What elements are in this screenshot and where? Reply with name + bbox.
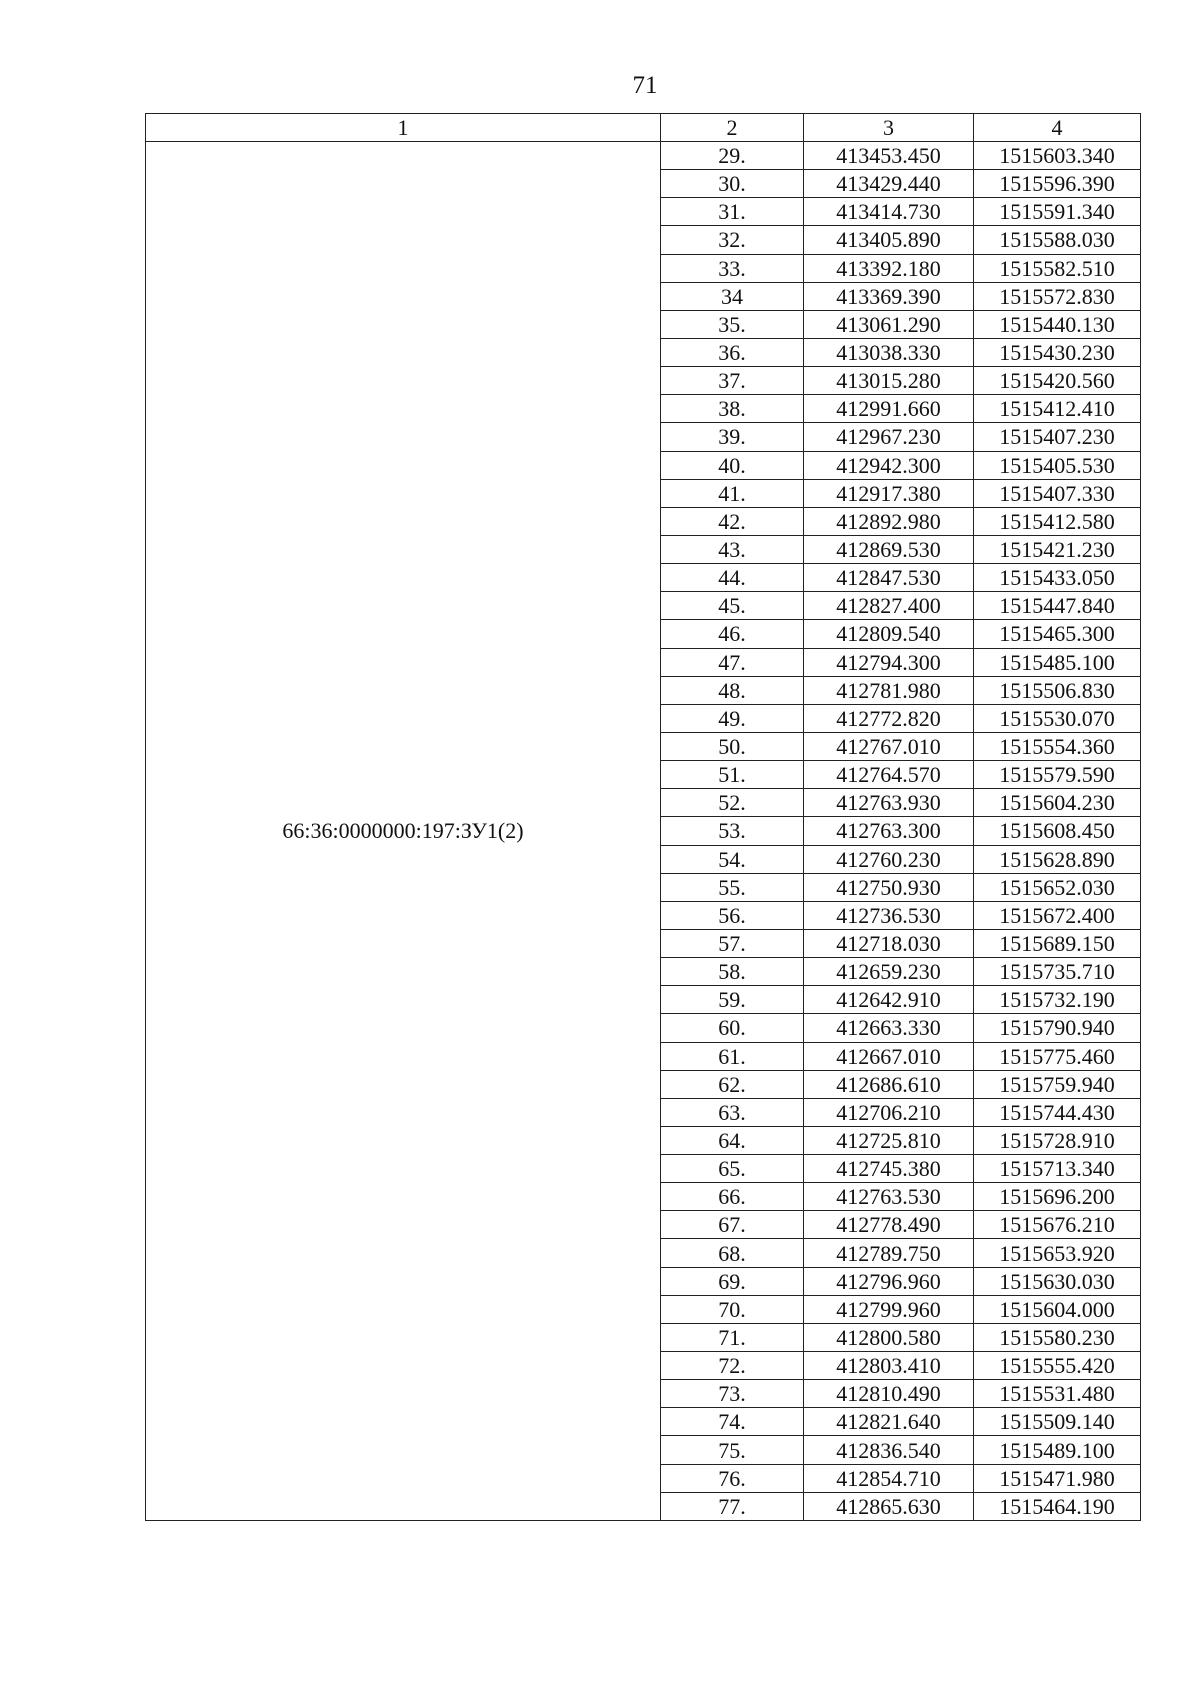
x-coordinate-cell: 412767.010 — [804, 732, 974, 760]
point-number-cell: 76. — [661, 1464, 804, 1492]
point-number-cell: 67. — [661, 1211, 804, 1239]
x-coordinate-cell: 412763.530 — [804, 1183, 974, 1211]
y-coordinate-cell: 1515405.530 — [974, 451, 1141, 479]
page-number: 71 — [632, 72, 658, 99]
header-col-4: 4 — [974, 114, 1141, 142]
point-number-cell: 72. — [661, 1352, 804, 1380]
x-coordinate-cell: 412686.610 — [804, 1070, 974, 1098]
coordinates-table-body — [146, 114, 1141, 1521]
point-number-cell: 51. — [661, 761, 804, 789]
point-number-cell: 73. — [661, 1380, 804, 1408]
x-coordinate-cell: 412865.630 — [804, 1492, 974, 1520]
y-coordinate-cell: 1515412.580 — [974, 507, 1141, 535]
point-number-cell: 55. — [661, 873, 804, 901]
point-number-cell: 40. — [661, 451, 804, 479]
x-coordinate-cell: 412892.980 — [804, 507, 974, 535]
point-number-cell: 42. — [661, 507, 804, 535]
point-number-cell: 31. — [661, 198, 804, 226]
x-coordinate-cell: 412667.010 — [804, 1042, 974, 1070]
point-number-cell: 64. — [661, 1126, 804, 1154]
point-number-cell: 56. — [661, 901, 804, 929]
x-coordinate-cell: 413392.180 — [804, 254, 974, 282]
y-coordinate-cell: 1515465.300 — [974, 620, 1141, 648]
point-number-cell: 50. — [661, 732, 804, 760]
x-coordinate-cell: 412745.380 — [804, 1155, 974, 1183]
point-number-cell: 57. — [661, 929, 804, 957]
y-coordinate-cell: 1515530.070 — [974, 704, 1141, 732]
point-number-cell: 33. — [661, 254, 804, 282]
point-number-cell: 52. — [661, 789, 804, 817]
y-coordinate-cell: 1515555.420 — [974, 1352, 1141, 1380]
x-coordinate-cell: 412659.230 — [804, 958, 974, 986]
x-coordinate-cell: 412836.540 — [804, 1436, 974, 1464]
x-coordinate-cell: 413453.450 — [804, 142, 974, 170]
point-number-cell: 61. — [661, 1042, 804, 1070]
x-coordinate-cell: 413038.330 — [804, 338, 974, 366]
x-coordinate-cell: 412869.530 — [804, 535, 974, 563]
y-coordinate-cell: 1515728.910 — [974, 1126, 1141, 1154]
y-coordinate-cell: 1515509.140 — [974, 1408, 1141, 1436]
y-coordinate-cell: 1515407.230 — [974, 423, 1141, 451]
point-number-cell: 49. — [661, 704, 804, 732]
point-number-cell: 34 — [661, 282, 804, 310]
x-coordinate-cell: 412803.410 — [804, 1352, 974, 1380]
y-coordinate-cell: 1515652.030 — [974, 873, 1141, 901]
point-number-cell: 53. — [661, 817, 804, 845]
header-col-3: 3 — [804, 114, 974, 142]
x-coordinate-cell: 412781.980 — [804, 676, 974, 704]
coordinates-table — [145, 113, 1141, 1521]
x-coordinate-cell: 413429.440 — [804, 170, 974, 198]
point-number-cell: 54. — [661, 845, 804, 873]
point-number-cell: 32. — [661, 226, 804, 254]
y-coordinate-cell: 1515421.230 — [974, 535, 1141, 563]
header-col-2: 2 — [661, 114, 804, 142]
y-coordinate-cell: 1515713.340 — [974, 1155, 1141, 1183]
y-coordinate-cell: 1515420.560 — [974, 367, 1141, 395]
y-coordinate-cell: 1515588.030 — [974, 226, 1141, 254]
point-number-cell: 45. — [661, 592, 804, 620]
point-number-cell: 70. — [661, 1295, 804, 1323]
x-coordinate-cell: 412942.300 — [804, 451, 974, 479]
x-coordinate-cell: 412854.710 — [804, 1464, 974, 1492]
point-number-cell: 43. — [661, 535, 804, 563]
point-number-cell: 39. — [661, 423, 804, 451]
y-coordinate-cell: 1515489.100 — [974, 1436, 1141, 1464]
point-number-cell: 44. — [661, 564, 804, 592]
y-coordinate-cell: 1515580.230 — [974, 1323, 1141, 1351]
x-coordinate-cell: 413015.280 — [804, 367, 974, 395]
x-coordinate-cell: 413405.890 — [804, 226, 974, 254]
point-number-cell: 69. — [661, 1267, 804, 1295]
x-coordinate-cell: 412760.230 — [804, 845, 974, 873]
y-coordinate-cell: 1515433.050 — [974, 564, 1141, 592]
y-coordinate-cell: 1515775.460 — [974, 1042, 1141, 1070]
y-coordinate-cell: 1515759.940 — [974, 1070, 1141, 1098]
header-col-1: 1 — [146, 114, 661, 142]
x-coordinate-cell: 412764.570 — [804, 761, 974, 789]
x-coordinate-cell: 412917.380 — [804, 479, 974, 507]
x-coordinate-cell: 412642.910 — [804, 986, 974, 1014]
x-coordinate-cell: 412750.930 — [804, 873, 974, 901]
y-coordinate-cell: 1515676.210 — [974, 1211, 1141, 1239]
point-number-cell: 37. — [661, 367, 804, 395]
point-number-cell: 77. — [661, 1492, 804, 1520]
x-coordinate-cell: 412967.230 — [804, 423, 974, 451]
y-coordinate-cell: 1515407.330 — [974, 479, 1141, 507]
y-coordinate-cell: 1515464.190 — [974, 1492, 1141, 1520]
y-coordinate-cell: 1515572.830 — [974, 282, 1141, 310]
point-number-cell: 29. — [661, 142, 804, 170]
x-coordinate-cell: 412736.530 — [804, 901, 974, 929]
x-coordinate-cell: 413061.290 — [804, 310, 974, 338]
x-coordinate-cell: 412821.640 — [804, 1408, 974, 1436]
point-number-cell: 60. — [661, 1014, 804, 1042]
x-coordinate-cell: 412706.210 — [804, 1098, 974, 1126]
y-coordinate-cell: 1515412.410 — [974, 395, 1141, 423]
x-coordinate-cell: 413369.390 — [804, 282, 974, 310]
y-coordinate-cell: 1515732.190 — [974, 986, 1141, 1014]
y-coordinate-cell: 1515608.450 — [974, 817, 1141, 845]
x-coordinate-cell: 412718.030 — [804, 929, 974, 957]
point-number-cell: 65. — [661, 1155, 804, 1183]
table-row — [146, 142, 1141, 170]
y-coordinate-cell: 1515471.980 — [974, 1464, 1141, 1492]
point-number-cell: 46. — [661, 620, 804, 648]
y-coordinate-cell: 1515603.340 — [974, 142, 1141, 170]
point-number-cell: 66. — [661, 1183, 804, 1211]
y-coordinate-cell: 1515531.480 — [974, 1380, 1141, 1408]
x-coordinate-cell: 412991.660 — [804, 395, 974, 423]
y-coordinate-cell: 1515630.030 — [974, 1267, 1141, 1295]
x-coordinate-cell: 412799.960 — [804, 1295, 974, 1323]
x-coordinate-cell: 412810.490 — [804, 1380, 974, 1408]
y-coordinate-cell: 1515554.360 — [974, 732, 1141, 760]
x-coordinate-cell: 412663.330 — [804, 1014, 974, 1042]
point-number-cell: 59. — [661, 986, 804, 1014]
point-number-cell: 68. — [661, 1239, 804, 1267]
x-coordinate-cell: 412725.810 — [804, 1126, 974, 1154]
y-coordinate-cell: 1515628.890 — [974, 845, 1141, 873]
y-coordinate-cell: 1515744.430 — [974, 1098, 1141, 1126]
x-coordinate-cell: 412789.750 — [804, 1239, 974, 1267]
y-coordinate-cell: 1515447.840 — [974, 592, 1141, 620]
point-number-cell: 71. — [661, 1323, 804, 1351]
header-row — [146, 114, 1141, 142]
y-coordinate-cell: 1515689.150 — [974, 929, 1141, 957]
point-number-cell: 36. — [661, 338, 804, 366]
point-number-cell: 62. — [661, 1070, 804, 1098]
point-number-cell: 75. — [661, 1436, 804, 1464]
x-coordinate-cell: 412794.300 — [804, 648, 974, 676]
point-number-cell: 38. — [661, 395, 804, 423]
x-coordinate-cell: 412800.580 — [804, 1323, 974, 1351]
y-coordinate-cell: 1515790.940 — [974, 1014, 1141, 1042]
y-coordinate-cell: 1515604.000 — [974, 1295, 1141, 1323]
parcel-id-cell: 66:36:0000000:197:ЗУ1(2) — [146, 142, 661, 1521]
point-number-cell: 74. — [661, 1408, 804, 1436]
y-coordinate-cell: 1515582.510 — [974, 254, 1141, 282]
y-coordinate-cell: 1515596.390 — [974, 170, 1141, 198]
y-coordinate-cell: 1515735.710 — [974, 958, 1141, 986]
x-coordinate-cell: 412847.530 — [804, 564, 974, 592]
point-number-cell: 41. — [661, 479, 804, 507]
point-number-cell: 30. — [661, 170, 804, 198]
y-coordinate-cell: 1515440.130 — [974, 310, 1141, 338]
x-coordinate-cell: 413414.730 — [804, 198, 974, 226]
x-coordinate-cell: 412796.960 — [804, 1267, 974, 1295]
x-coordinate-cell: 412763.930 — [804, 789, 974, 817]
y-coordinate-cell: 1515430.230 — [974, 338, 1141, 366]
point-number-cell: 35. — [661, 310, 804, 338]
point-number-cell: 63. — [661, 1098, 804, 1126]
x-coordinate-cell: 412827.400 — [804, 592, 974, 620]
point-number-cell: 58. — [661, 958, 804, 986]
y-coordinate-cell: 1515579.590 — [974, 761, 1141, 789]
y-coordinate-cell: 1515653.920 — [974, 1239, 1141, 1267]
x-coordinate-cell: 412809.540 — [804, 620, 974, 648]
y-coordinate-cell: 1515485.100 — [974, 648, 1141, 676]
y-coordinate-cell: 1515696.200 — [974, 1183, 1141, 1211]
y-coordinate-cell: 1515604.230 — [974, 789, 1141, 817]
x-coordinate-cell: 412778.490 — [804, 1211, 974, 1239]
y-coordinate-cell: 1515506.830 — [974, 676, 1141, 704]
point-number-cell: 48. — [661, 676, 804, 704]
y-coordinate-cell: 1515591.340 — [974, 198, 1141, 226]
y-coordinate-cell: 1515672.400 — [974, 901, 1141, 929]
point-number-cell: 47. — [661, 648, 804, 676]
x-coordinate-cell: 412763.300 — [804, 817, 974, 845]
x-coordinate-cell: 412772.820 — [804, 704, 974, 732]
